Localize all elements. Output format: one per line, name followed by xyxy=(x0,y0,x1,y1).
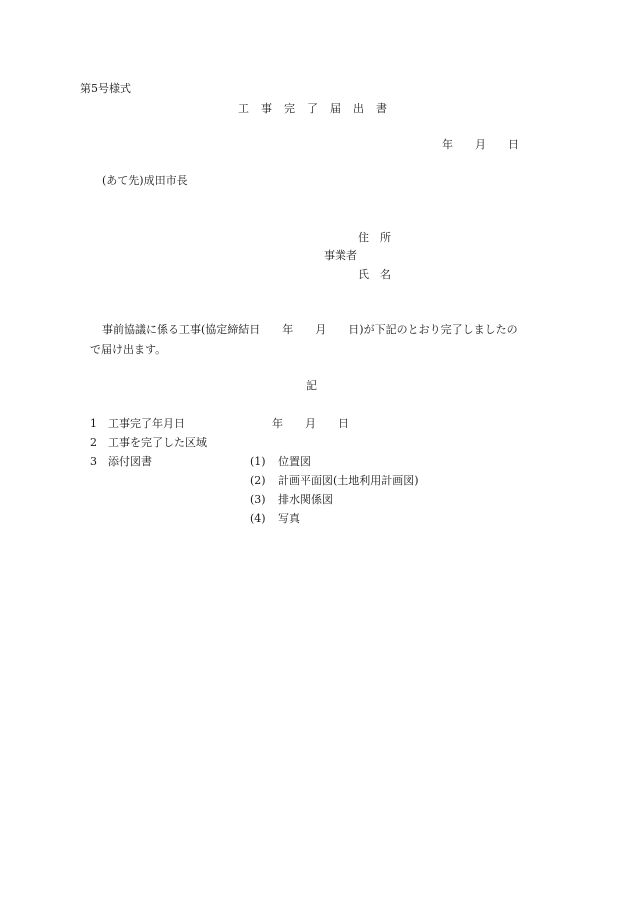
attachment-plan-view: 計画平面図(土地利用計画図) xyxy=(278,474,419,487)
body-text-line-2: で届け出ます。 xyxy=(90,343,167,356)
item-number: 2 xyxy=(90,436,97,449)
note-heading: 記 xyxy=(306,379,317,392)
attachment-location-map: 位置図 xyxy=(278,455,311,468)
item-label-attachments: 添付図書 xyxy=(108,455,152,468)
company-label: 事業者 xyxy=(324,249,357,262)
form-number: 第5号様式 xyxy=(80,82,131,95)
attachment-drainage-plan: 排水関係図 xyxy=(278,493,333,506)
attachment-number: (1) xyxy=(250,455,266,468)
attachment-number: (4) xyxy=(250,512,266,525)
body-text-line-1: 事前協議に係る工事(協定締結日 年 月 日)が下記のとおり完了しましたの xyxy=(102,323,518,336)
item-label-completed-area: 工事を完了した区域 xyxy=(108,436,207,449)
attachment-number: (2) xyxy=(250,474,266,487)
item-number: 3 xyxy=(90,455,97,468)
addressee: (あて先)成田市長 xyxy=(102,174,188,187)
attachment-photos: 写真 xyxy=(278,512,300,525)
submission-date: 年 月 日 xyxy=(442,138,519,151)
name-label: 氏 名 xyxy=(358,268,391,281)
address-label: 住 所 xyxy=(358,231,391,244)
document-title: 工 事 完 了 届 出 書 xyxy=(238,102,388,115)
item-value-completion-date: 年 月 日 xyxy=(272,417,349,430)
attachment-number: (3) xyxy=(250,493,266,506)
item-number: 1 xyxy=(90,417,97,430)
item-label-completion-date: 工事完了年月日 xyxy=(108,417,185,430)
